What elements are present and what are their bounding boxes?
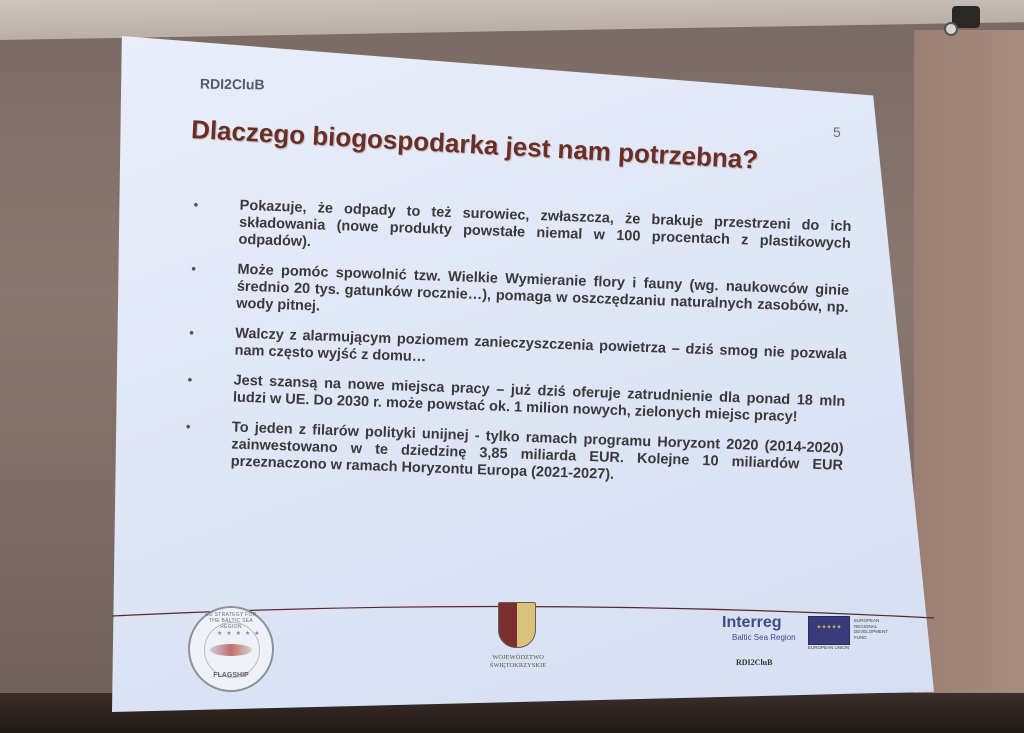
bullet-icon: • [187, 371, 193, 388]
bullet-icon: • [191, 261, 197, 277]
bullet-text: Może pomóc spowolnić tzw. Wielkie Wymieranie flory i fauny (wg. naukowców ginie średnio 20 tys. gatunków rocznie…), pomaga w oszczędzaniu naturalnych zasobów, np. wody pitnej. [235, 261, 850, 316]
bullet-text: Jest szansą na nowe miejsca pracy – już dziś oferuje zatrudnienie dla ponad 18 mln ludzi w UE. Do 2030 r. może powstać ok. 1 milion nowych, zielonych miejsc pracy! [232, 372, 846, 426]
camera-icon [952, 6, 980, 28]
flagship-label: FLAGSHIP [213, 672, 249, 679]
bullet-item [188, 260, 849, 334]
bullet-text: Walczy z alarmującym poziomem zanieczyszczenia powietrza – dziś smog nie pozwala nam często wyjść z domu… [234, 325, 848, 366]
bullet-text: Pokazuje, że odpady to też surowiec, zwłaszcza, że brakuje przestrzeni do ich składowania (nowe produkty powstałe niemal w 100 procentach z plastikowych odpadów). [238, 197, 852, 253]
page-number: 5 [833, 124, 841, 140]
bullet-item [190, 196, 851, 270]
flag-swoosh-icon [210, 644, 252, 656]
erdf-caption: EUROPEAN REGIONAL DEVELOPMENT FUND [854, 618, 888, 640]
slide-title: Dlaczego biogospodarka jest nam potrzebna? [190, 114, 759, 175]
interreg-region: Baltic Sea Region [732, 633, 796, 642]
slide-brand: RDI2CluB [199, 75, 265, 93]
eu-flag-icon [808, 616, 850, 645]
slide [112, 36, 934, 712]
bullet-item [182, 418, 843, 492]
bullet-icon: • [193, 197, 199, 213]
bullet-icon: • [188, 324, 195, 341]
project-label: RDI2CluB [736, 658, 773, 667]
voivodeship-label-line1: WOJEWÓDZTWO [492, 654, 544, 661]
interreg-logo: Interreg [722, 614, 782, 631]
bullet-list [182, 196, 852, 505]
flagship-logo [188, 606, 274, 692]
eu-caption: EUROPEAN UNION [808, 645, 850, 650]
bullet-item [185, 371, 846, 428]
coat-of-arms-icon [498, 602, 536, 648]
voivodeship-label [478, 654, 558, 670]
stars-icon: ★ ★ ★ ★ ★ [217, 630, 261, 637]
flagship-arc-text: EU STRATEGY FOR THE BALTIC SEA REGION [205, 612, 257, 630]
eu-stars-icon: ✦✦✦✦✦ [816, 624, 842, 631]
bullet-item [186, 324, 847, 381]
ceiling [0, 0, 1024, 40]
bullet-text: To jeden z filarów polityki unijnej - tylko ramach programu Horyzont 2020 (2014-2020) zainwestowano w te dziedzinę 3,85 miliarda EUR. Kolejne 10 miliardów EUR przeznaczono w ramach Horyzontu Europa (2021-2027). [230, 419, 844, 483]
voivodeship-label-line2: ŚWIĘTOKRZYSKIE [489, 662, 547, 669]
bullet-icon: • [185, 418, 191, 435]
